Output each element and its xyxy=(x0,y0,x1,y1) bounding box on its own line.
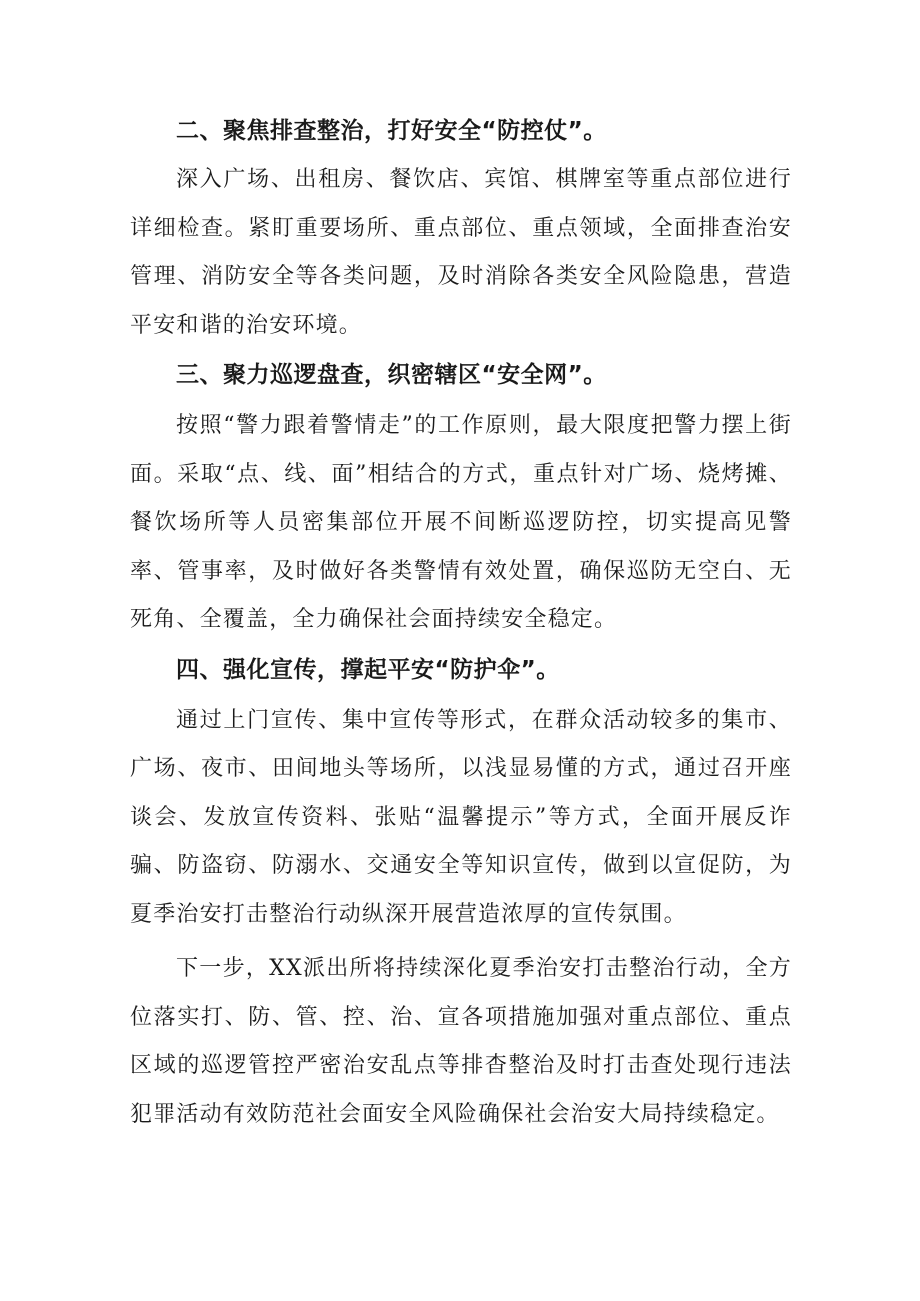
section-body-4: 通过上门宣传、集中宣传等形式，在群众活动较多的集市、广场、夜市、田间地头等场所，以浅显易懂的方式，通过召开座谈会、发放宣传资料、张贴“温馨提示”等方式，全面开展反诈骗、防盗窃、防溺水、交通安全等知识宣传，做到以宣促防，为夏季治安打击整治行动纵深开展营造浓厚的宣传氛围。 xyxy=(130,707,792,927)
section-body-3: 按照“警力跟着警情走”的工作原则，最大限度把警力摆上街面。采取“点、线、面”相结合的方式，重点针对广场、烧烤摊、餐饮场所等人员密集部位开展不间断巡逻防控，切实提高见警率、管事率，及时做好各类警情有效处置，确保巡防无空白、无死角、全覆盖，全力确保社会面持续安全稳定。 xyxy=(130,413,792,632)
closing-paragraph: 下一步，XX派出所将持续深化夏季治安打击整治行动，全方位落实打、防、管、控、治、宣各项措施加强对重点部位、重点区域的巡逻管控严密治安乱点等排杳整治及时打击查处现行违法犯罪活动有效防范社会面安全风险确保社会治安大局持续稳定。 xyxy=(130,956,792,1127)
document-page xyxy=(130,108,792,1139)
section-heading-3: 三、聚力巡逻盘查，织密辖区“安全网”。 xyxy=(176,362,607,388)
section-heading-4: 四、强化宣传，撑起平安“防护伞”。 xyxy=(176,656,560,683)
section-heading-2: 二、聚焦排查整治，打好安全“防控仗”。 xyxy=(176,118,607,144)
section-body-2: 深入广场、出租房、餐饮店、宾馆、棋牌室等重点部位进行详细检查。紧盯重要场所、重点部位、重点领域，全面排查治安管理、消防安全等各类问题，及时消除各类安全风险隐患，营造平安和谐的治安环境。 xyxy=(130,167,792,338)
